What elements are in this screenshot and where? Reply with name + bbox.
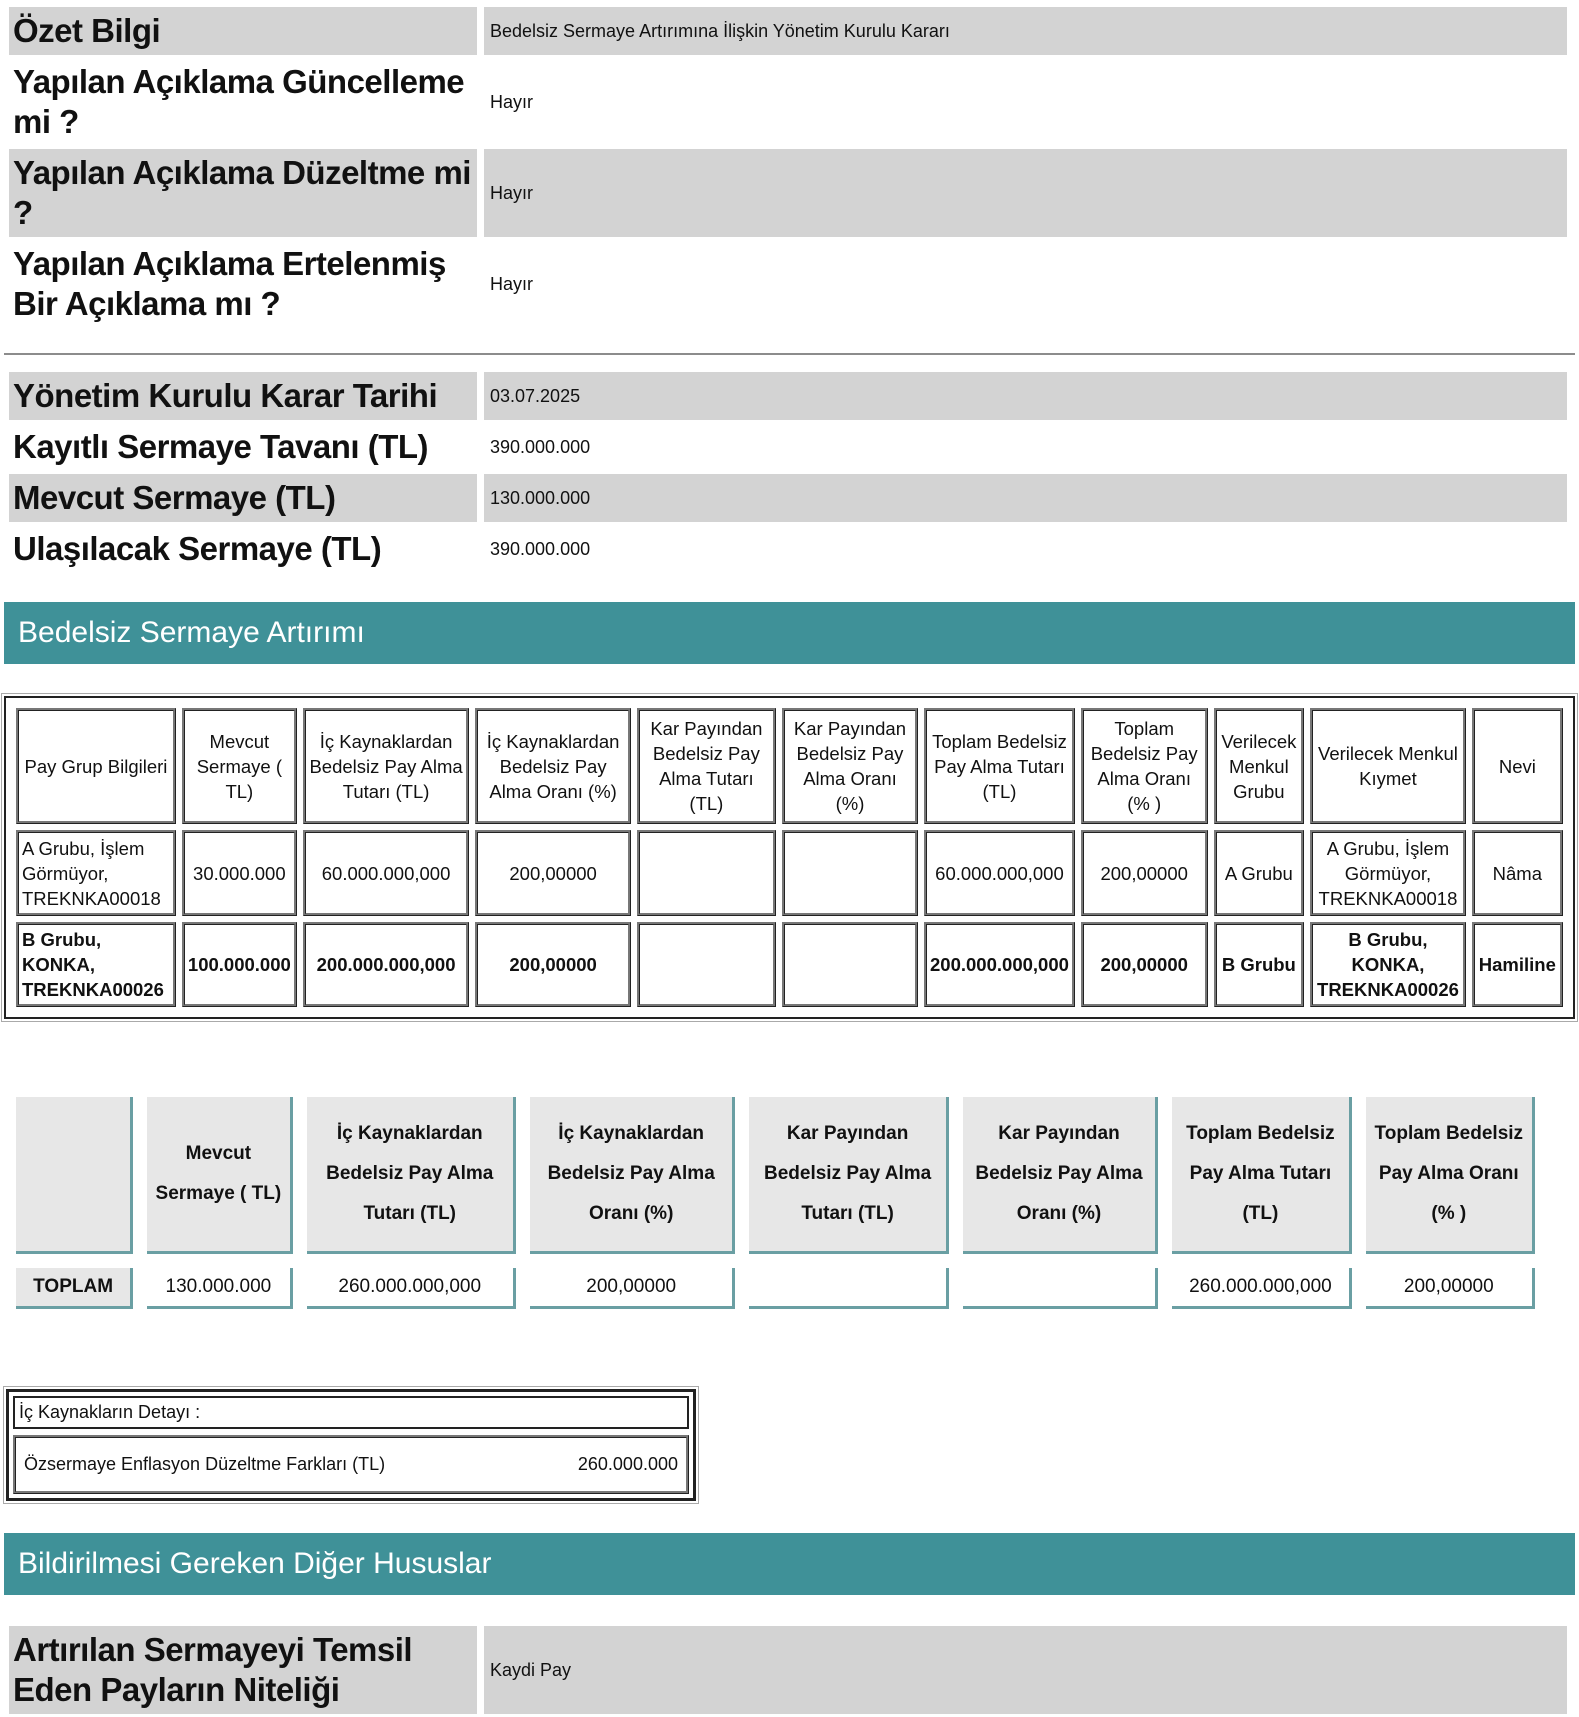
info-value: Hayır [484,149,1567,237]
info-label: Özet Bilgi [9,7,477,55]
info-label: Kayıtlı Sermaye Tavanı (TL) [13,428,429,465]
group-table-header: Toplam Bedelsiz Pay Alma Oranı (% ) [1081,708,1208,824]
group-table-cell: Nâma [1472,830,1563,916]
info-value: Hayır [490,91,534,112]
totals-cell: 260.000.000,000 [1172,1268,1351,1309]
info-row [9,7,1567,55]
group-table-cell [782,830,918,916]
totals-cell: 260.000.000,000 [307,1268,516,1309]
info-row [9,423,1567,471]
info-row [9,240,1567,328]
totals-header: İç Kaynaklardan Bedelsiz Pay Alma Oranı (%) [530,1097,735,1254]
group-table-header: Mevcut Sermaye ( TL) [182,708,297,824]
info-label: Mevcut Sermaye (TL) [9,474,477,522]
group-table-cell: 100.000.000 [182,922,297,1007]
group-table-header: Verilecek Menkul Kıymet [1310,708,1465,824]
group-table-cell: A Grubu [1214,830,1305,916]
group-table-cell: A Grubu, İşlem Görmüyor, TREKNKA00018 [1310,830,1465,916]
group-table-cell [637,830,776,916]
group-table-cell: 30.000.000 [182,830,297,916]
info-row [9,58,1567,146]
totals-header: Toplam Bedelsiz Pay Alma Oranı (% ) [1366,1097,1535,1254]
totals-header [16,1097,133,1254]
other-table [2,1623,1574,1717]
info-label: Yapılan Açıklama Güncelleme mi ? [13,63,465,140]
totals-header: Kar Payından Bedelsiz Pay Alma Oranı (%) [963,1097,1158,1254]
info-label: Ulaşılacak Sermaye (TL) [13,530,382,567]
capital-table [2,369,1574,576]
section-title-bonus-increase: Bedelsiz Sermaye Artırımı [4,602,1575,664]
totals-table [16,1083,1563,1323]
group-table-cell: 200.000.000,000 [924,922,1075,1007]
table-row [16,1268,1535,1309]
info-label: Artırılan Sermayeyi Temsil Eden Payların Niteliği [9,1626,477,1714]
group-table-cell: B Grubu, KONKA, TREKNKA00026 [16,922,176,1007]
totals-cell [963,1268,1158,1309]
divider [4,353,1575,355]
group-table-cell: 60.000.000,000 [303,830,470,916]
summary-table [2,4,1574,331]
totals-header: Kar Payından Bedelsiz Pay Alma Tutarı (TL) [749,1097,948,1254]
section-title-other-matters: Bildirilmesi Gereken Diğer Hususlar [4,1533,1575,1595]
totals-label: TOPLAM [16,1268,133,1309]
totals-cell: 130.000.000 [147,1268,292,1309]
info-row [9,149,1567,237]
group-table-cell: 60.000.000,000 [924,830,1075,916]
totals-header: Toplam Bedelsiz Pay Alma Tutarı (TL) [1172,1097,1351,1254]
share-group-table [4,696,1575,1019]
totals-header: Mevcut Sermaye ( TL) [147,1097,292,1254]
group-table-cell: A Grubu, İşlem Görmüyor, TREKNKA00018 [16,830,176,916]
group-table-header: Kar Payından Bedelsiz Pay Alma Oranı (%) [782,708,918,824]
info-row [9,372,1567,420]
table-row [16,922,1563,1007]
info-row [9,525,1567,573]
info-label: Yönetim Kurulu Karar Tarihi [9,372,477,420]
detail-item-label: Özsermaye Enflasyon Düzeltme Farkları (TL) [24,1454,386,1474]
info-value: 130.000.000 [484,474,1567,522]
group-table-header: Pay Grup Bilgileri [16,708,176,824]
group-table-cell: B Grubu, KONKA, TREKNKA00026 [1310,922,1465,1007]
internal-resources-detail [6,1389,696,1501]
group-table-cell: 200,00000 [1081,830,1208,916]
detail-item [13,1435,689,1494]
group-table-cell [637,922,776,1007]
info-value: 390.000.000 [490,436,591,457]
totals-cell: 200,00000 [530,1268,735,1309]
group-table-cell: 200,00000 [475,830,630,916]
group-table-header: Nevi [1472,708,1563,824]
group-table-cell: 200.000.000,000 [303,922,470,1007]
info-value: 390.000.000 [490,538,591,559]
group-table-cell [782,922,918,1007]
info-value: Bedelsiz Sermaye Artırımına İlişkin Yönetim Kurulu Kararı [484,7,1567,55]
group-table-header: Kar Payından Bedelsiz Pay Alma Tutarı (TL) [637,708,776,824]
group-table-header: İç Kaynaklardan Bedelsiz Pay Alma Tutarı (TL) [303,708,470,824]
info-value: Kaydi Pay [484,1626,1567,1714]
group-table-cell: Hamiline [1472,922,1563,1007]
info-value: Hayır [490,273,534,294]
info-label: Yapılan Açıklama Ertelenmiş Bir Açıklama mı ? [13,245,446,322]
totals-cell: 200,00000 [1366,1268,1535,1309]
table-row [16,830,1563,916]
group-table-cell: 200,00000 [1081,922,1208,1007]
info-label: Yapılan Açıklama Düzeltme mi ? [9,149,477,237]
group-table-header: Toplam Bedelsiz Pay Alma Tutarı (TL) [924,708,1075,824]
detail-title: İç Kaynakların Detayı : [13,1396,689,1429]
group-table-cell: B Grubu [1214,922,1305,1007]
totals-cell [749,1268,948,1309]
info-row [9,1626,1567,1714]
totals-header: İç Kaynaklardan Bedelsiz Pay Alma Tutarı (TL) [307,1097,516,1254]
group-table-header: Verilecek Menkul Grubu [1214,708,1305,824]
info-value: 03.07.2025 [484,372,1567,420]
group-table-cell: 200,00000 [475,922,630,1007]
group-table-header: İç Kaynaklardan Bedelsiz Pay Alma Oranı (%) [475,708,630,824]
info-row [9,474,1567,522]
detail-item-value: 260.000.000 [577,1454,678,1474]
